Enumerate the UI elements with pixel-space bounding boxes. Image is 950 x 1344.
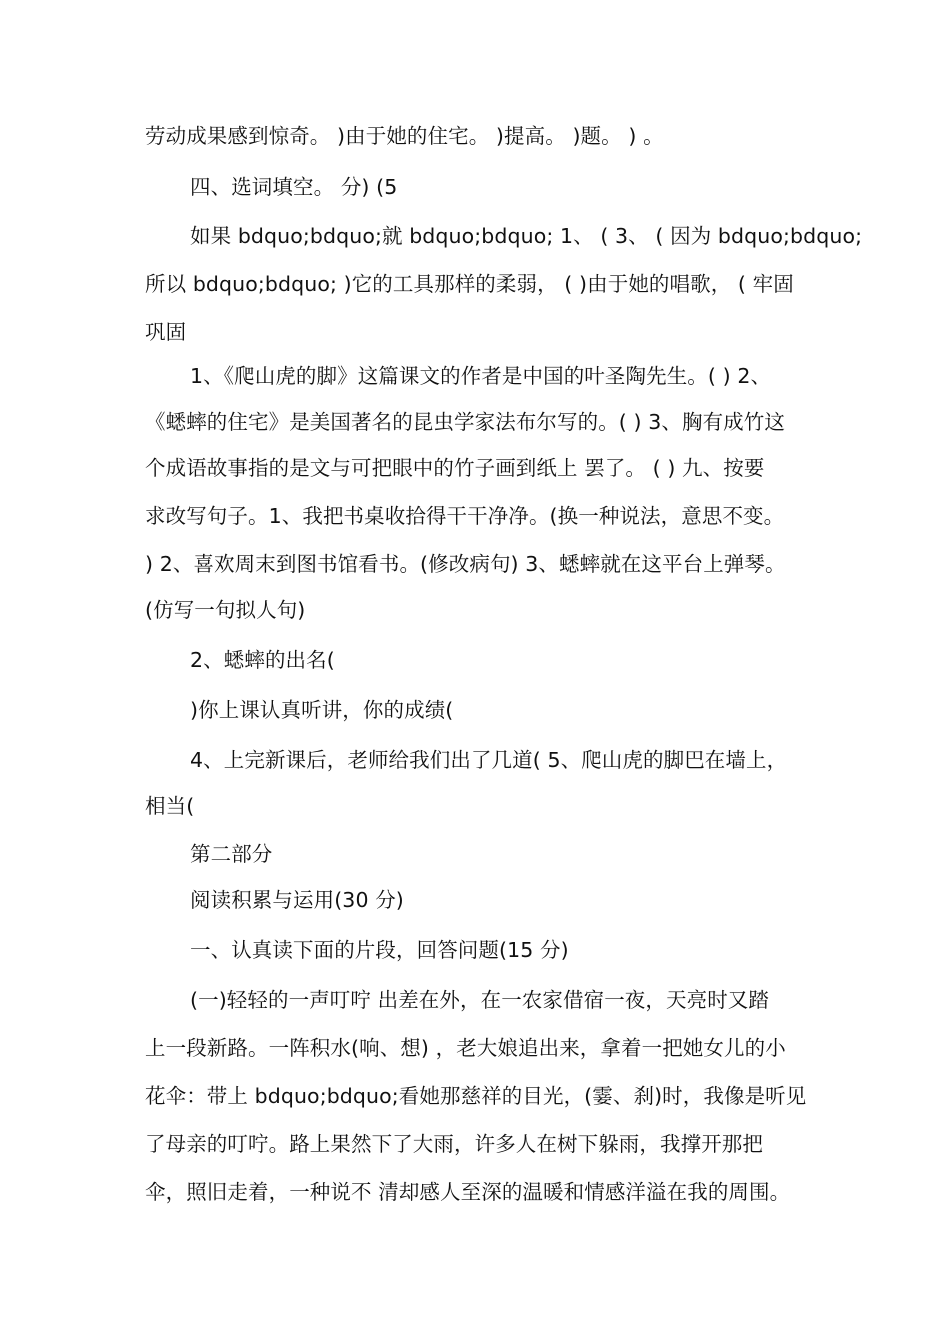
text-line: 个成语故事指的是文与可把眼中的竹子画到纸上 罢了。 ( ) 九、按要 [145,456,765,480]
text-line: (一)轻轻的一声叮咛 出差在外，在一农家借宿一夜，天亮时又踏 [190,988,770,1012]
text-line: 4、上完新课后，老师给我们出了几道( 5、爬山虎的脚巴在墙上， [190,748,788,772]
text-line: 2、蟋蟀的出名( [190,648,335,672]
section-heading: 一、认真读下面的片段，回答问题(15 分) [190,938,569,962]
section-heading: 四、选词填空。 分) (5 [190,175,398,199]
part-heading: 第二部分 [190,842,273,866]
text-line: 所以 bdquo;bdquo; )它的工具那样的柔弱， ( )由于她的唱歌， ( 牢固 [145,272,794,296]
section-heading: 阅读积累与运用(30 分) [190,888,404,912]
text-line: (仿写一句拟人句) [145,598,306,622]
text-line: 1、《爬山虎的脚》这篇课文的作者是中国的叶圣陶先生。( ) 2、 [190,364,772,388]
text-line: 如果 bdquo;bdquo;就 bdquo;bdquo; 1、 ( 3、 ( 因为 bdquo;bdquo; [190,224,863,248]
text-line: 《蟋蟀的住宅》是美国著名的昆虫学家法布尔写的。( ) 3、胸有成竹这 [145,410,785,434]
text-line: ) 2、喜欢周末到图书馆看书。(修改病句) 3、蟋蟀就在这平台上弹琴。 [145,552,786,576]
text-line: 相当( [145,794,195,818]
text-line: )你上课认真听讲，你的成绩( [190,698,454,722]
text-line: 上一段新路。一阵积水(响、想) ，老大娘追出来，拿着一把她女儿的小 [145,1036,786,1060]
text-line: 了母亲的叮咛。路上果然下了大雨，许多人在树下躲雨，我撑开那把 [145,1132,763,1156]
text-line: 求改写句子。1、我把书桌收拾得干干净净。(换一种说法，意思不变。 [145,504,785,528]
text-line: 伞，照旧走着，一种说不 清却感人至深的温暖和情感洋溢在我的周围。 [145,1180,791,1204]
text-line: 劳动成果感到惊奇。 )由于她的住宅。 )提高。 )题。 ) 。 [145,124,664,148]
text-line: 花伞：带上 bdquo;bdquo;看她那慈祥的目光，(霎、刹)时，我像是听见 [145,1084,807,1108]
text-line: 巩固 [145,320,187,344]
